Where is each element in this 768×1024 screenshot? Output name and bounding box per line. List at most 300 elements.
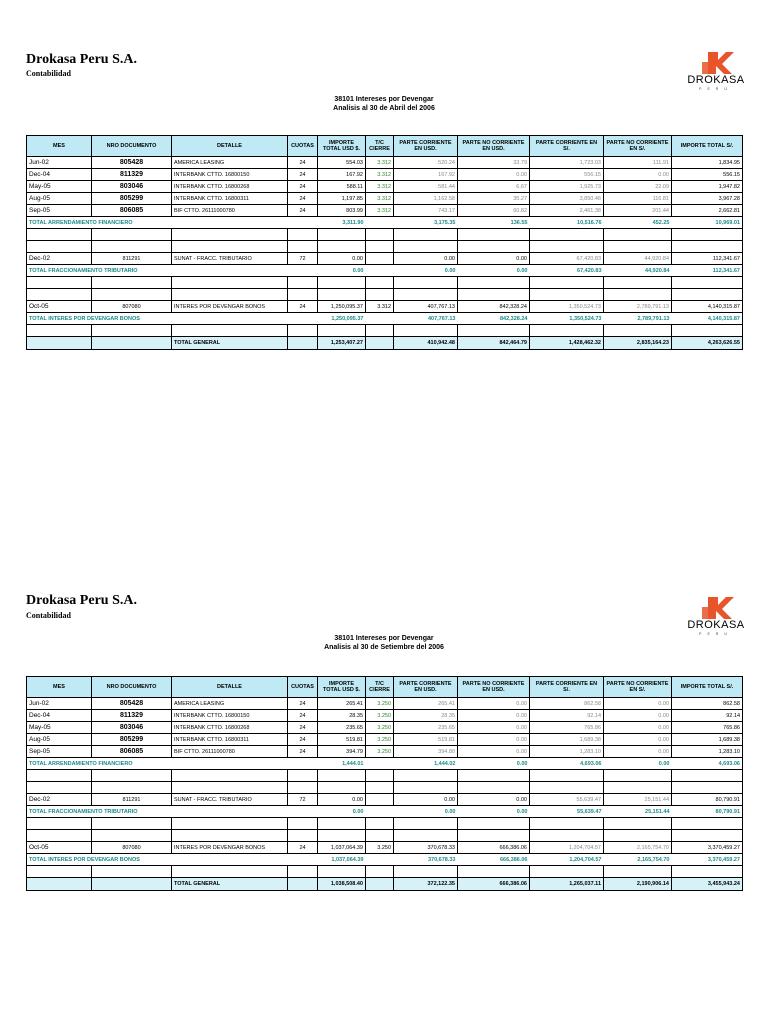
blank-cell [27, 866, 92, 878]
blank-cell [604, 818, 672, 830]
table-cell: 3.312 [366, 301, 394, 313]
table-cell: 520.24 [394, 157, 458, 169]
table-cell: Dec-02 [27, 794, 92, 806]
blank-row [27, 770, 743, 782]
report-title: 38101 Intereses por Devengar [334, 635, 434, 642]
blank-cell [458, 866, 530, 878]
blank-cell [27, 830, 92, 842]
blank-cell [288, 878, 318, 891]
table-cell: Aug-05 [27, 193, 92, 205]
grand-total-row [27, 878, 743, 891]
table-cell: INTERBANK CTTO. 16800311 [172, 734, 288, 746]
table-row [27, 746, 743, 758]
subtotal-row [27, 217, 743, 229]
grand-total-cell: 2,190,906.14 [604, 878, 672, 891]
blank-cell [672, 289, 743, 301]
subtotal-cell: 1,204,704.57 [530, 854, 604, 866]
blank-cell [672, 818, 743, 830]
table-cell: 0.00 [458, 253, 530, 265]
blank-cell [458, 277, 530, 289]
blank-cell [288, 241, 318, 253]
table-cell: 862.58 [530, 698, 604, 710]
blank-cell [672, 325, 743, 337]
table-cell: 6.67 [458, 181, 530, 193]
subtotal-label: TOTAL FRACCIONAMIENTO TRIBUTARIO [27, 265, 318, 277]
table-cell: 24 [288, 746, 318, 758]
table-cell: 235.65 [394, 722, 458, 734]
subtotal-label: TOTAL INTERES POR DEVENGAR BONOS [27, 854, 318, 866]
blank-cell [604, 770, 672, 782]
table-row [27, 722, 743, 734]
blank-cell [92, 241, 172, 253]
table-cell: 0.00 [318, 253, 366, 265]
table-row [27, 193, 743, 205]
subtotal-cell: 1,037,064.39 [318, 854, 366, 866]
subtotal-cell [366, 265, 394, 277]
table-row [27, 842, 743, 854]
table-row [27, 205, 743, 217]
table-cell: 28.35 [318, 710, 366, 722]
table-cell: 24 [288, 722, 318, 734]
blank-cell [672, 830, 743, 842]
interest-table [26, 135, 743, 350]
subtotal-cell: 1,444.01 [318, 758, 366, 770]
table-cell: AMERICA LEASING [172, 157, 288, 169]
logo-brand-text: DROKASA [687, 74, 745, 86]
table-cell: 3.250 [366, 842, 394, 854]
table-cell: 3.250 [366, 698, 394, 710]
blank-cell [172, 866, 288, 878]
department-name: Contabilidad [26, 69, 71, 78]
grand-total-cell: 1,253,407.27 [318, 337, 366, 350]
subtotal-cell: 10,969.01 [672, 217, 743, 229]
table-cell: 0.00 [458, 746, 530, 758]
subtotal-cell: 3,175.35 [394, 217, 458, 229]
blank-cell [288, 770, 318, 782]
blank-cell [672, 241, 743, 253]
blank-cell [288, 289, 318, 301]
table-cell: 28.35 [394, 710, 458, 722]
blank-cell [92, 289, 172, 301]
blank-cell [604, 289, 672, 301]
blank-row [27, 241, 743, 253]
table-cell: 0.00 [318, 794, 366, 806]
table-cell: 3.312 [366, 205, 394, 217]
company-name: Drokasa Peru S.A. [26, 52, 137, 67]
table-row [27, 734, 743, 746]
table-row [27, 169, 743, 181]
table-cell: 811329 [92, 710, 172, 722]
blank-cell [92, 325, 172, 337]
table-cell: 2,662.81 [672, 205, 743, 217]
subtotal-cell: 0.00 [318, 265, 366, 277]
blank-row [27, 229, 743, 241]
table-cell: 805299 [92, 734, 172, 746]
blank-cell [92, 878, 172, 891]
table-cell: 72 [288, 253, 318, 265]
table-cell: Dec-02 [27, 253, 92, 265]
blank-cell [530, 289, 604, 301]
table-cell: 55,639.47 [530, 794, 604, 806]
table-cell: 862.58 [672, 698, 743, 710]
table-cell: Oct-05 [27, 842, 92, 854]
table-cell: 811291 [92, 253, 172, 265]
column-header: T/C CIERRE [366, 677, 394, 698]
blank-cell [394, 782, 458, 794]
table-cell: 112,341.67 [672, 253, 743, 265]
table-cell: 394.79 [318, 746, 366, 758]
report-subtitle: Analisis al 30 de Abril del 2006 [333, 105, 435, 112]
table-cell: 92.14 [672, 710, 743, 722]
grand-total-cell: 2,835,164.23 [604, 337, 672, 350]
blank-cell [27, 289, 92, 301]
table-cell: 201.44 [604, 205, 672, 217]
blank-cell [92, 782, 172, 794]
table-cell: 3,967.28 [672, 193, 743, 205]
table-cell: 803046 [92, 181, 172, 193]
subtotal-cell: 80,790.91 [672, 806, 743, 818]
subtotal-cell: 3,311.90 [318, 217, 366, 229]
blank-cell [394, 818, 458, 830]
table-cell: 581.44 [394, 181, 458, 193]
table-cell: Dec-04 [27, 710, 92, 722]
column-header: MES [27, 136, 92, 157]
subtotal-cell: 4,693.06 [530, 758, 604, 770]
table-cell [366, 253, 394, 265]
subtotal-cell [366, 217, 394, 229]
blank-cell [458, 818, 530, 830]
blank-cell [366, 289, 394, 301]
table-cell: 22.09 [604, 181, 672, 193]
blank-cell [394, 277, 458, 289]
grand-total-label: TOTAL GENERAL [172, 337, 288, 350]
blank-cell [318, 241, 366, 253]
table-cell: 765.86 [530, 722, 604, 734]
company-name: Drokasa Peru S.A. [26, 593, 137, 608]
blank-cell [172, 289, 288, 301]
column-header: MES [27, 677, 92, 698]
subtotal-label: TOTAL FRACCIONAMIENTO TRIBUTARIO [27, 806, 318, 818]
table-cell: 805428 [92, 157, 172, 169]
table-cell: 0.00 [604, 746, 672, 758]
table-cell: 3,370,459.27 [672, 842, 743, 854]
blank-cell [27, 229, 92, 241]
table-cell: 24 [288, 842, 318, 854]
subtotal-cell: 67,420.83 [530, 265, 604, 277]
table-cell: 407,767.13 [394, 301, 458, 313]
subtotal-cell: 0.00 [458, 758, 530, 770]
table-cell: 519.81 [318, 734, 366, 746]
table-cell: 556.15 [530, 169, 604, 181]
subtotal-cell: 370,678.33 [394, 854, 458, 866]
table-cell: 3.250 [366, 710, 394, 722]
table-cell: 1,162.58 [394, 193, 458, 205]
blank-cell [318, 830, 366, 842]
blank-row [27, 830, 743, 842]
drokasa-logo [684, 50, 748, 96]
table-cell: 4,140,315.87 [672, 301, 743, 313]
table-cell: 842,328.24 [458, 301, 530, 313]
blank-cell [318, 229, 366, 241]
grand-total-cell: 410,942.48 [394, 337, 458, 350]
blank-row [27, 289, 743, 301]
blank-cell [27, 241, 92, 253]
subtotal-row [27, 265, 743, 277]
table-cell: BIF CTTO. 26111000780 [172, 205, 288, 217]
table-cell: 554.03 [318, 157, 366, 169]
subtotal-cell: 112,341.67 [672, 265, 743, 277]
table-cell: 25,151.44 [604, 794, 672, 806]
table-cell: 265.41 [318, 698, 366, 710]
table-cell: 1,834.95 [672, 157, 743, 169]
subtotal-cell: 0.00 [318, 806, 366, 818]
table-cell: 0.00 [458, 794, 530, 806]
table-cell: May-05 [27, 181, 92, 193]
table-cell: 811329 [92, 169, 172, 181]
table-cell: 1,197.85 [318, 193, 366, 205]
blank-cell [288, 277, 318, 289]
table-cell: 556.15 [672, 169, 743, 181]
column-header: PARTE NO CORRIENTE EN USD. [458, 677, 530, 698]
table-cell: 806085 [92, 746, 172, 758]
blank-cell [672, 866, 743, 878]
blank-cell [92, 770, 172, 782]
grand-total-cell: 1,265,037.11 [530, 878, 604, 891]
blank-cell [172, 782, 288, 794]
blank-cell [288, 229, 318, 241]
table-cell: 2,165,754.70 [604, 842, 672, 854]
table-cell: 24 [288, 181, 318, 193]
table-cell: 0.00 [458, 710, 530, 722]
blank-cell [394, 241, 458, 253]
blank-cell [604, 229, 672, 241]
blank-cell [672, 782, 743, 794]
subtotal-label: TOTAL ARRENDAMIENTO FINANCIERO [27, 217, 318, 229]
table-cell: 811291 [92, 794, 172, 806]
table-cell: SUNAT - FRACC. TRIBUTARIO [172, 794, 288, 806]
table-cell: Sep-05 [27, 205, 92, 217]
table-cell: 265.41 [394, 698, 458, 710]
table-cell: 1,925.73 [530, 181, 604, 193]
blank-cell [92, 277, 172, 289]
blank-cell [366, 770, 394, 782]
blank-cell [366, 782, 394, 794]
table-cell: 116.81 [604, 193, 672, 205]
table-cell: 24 [288, 698, 318, 710]
table-cell: 235.65 [318, 722, 366, 734]
subtotal-cell: 55,639.47 [530, 806, 604, 818]
table-cell: Jun-02 [27, 698, 92, 710]
table-cell: 805428 [92, 698, 172, 710]
subtotal-cell: 0.00 [394, 265, 458, 277]
blank-cell [530, 866, 604, 878]
subtotal-cell: 666,386.06 [458, 854, 530, 866]
blank-cell [366, 866, 394, 878]
subtotal-row [27, 806, 743, 818]
table-cell: 3.312 [366, 157, 394, 169]
blank-cell [672, 770, 743, 782]
report-subtitle: Analisis al 30 de Setiembre del 2006 [324, 644, 444, 651]
table-cell: 0.00 [458, 734, 530, 746]
table-cell: 370,678.33 [394, 842, 458, 854]
table-cell: AMERICA LEASING [172, 698, 288, 710]
subtotal-cell: 452.25 [604, 217, 672, 229]
table-cell: Oct-05 [27, 301, 92, 313]
table-row [27, 710, 743, 722]
subtotal-cell: 0.00 [604, 758, 672, 770]
table-cell: 1,204,704.57 [530, 842, 604, 854]
blank-cell [318, 289, 366, 301]
subtotal-cell: 136.55 [458, 217, 530, 229]
blank-cell [394, 229, 458, 241]
table-cell: 0.00 [604, 169, 672, 181]
blank-cell [530, 325, 604, 337]
table-cell: INTERBANK CTTO. 16800150 [172, 169, 288, 181]
table-row [27, 253, 743, 265]
grand-total-cell: 3,455,943.24 [672, 878, 743, 891]
table-cell: INTERES POR DEVENGAR BONOS [172, 842, 288, 854]
table-cell: 2,789,791.13 [604, 301, 672, 313]
column-header: PARTE NO CORRIENTE EN S/. [604, 136, 672, 157]
table-cell: May-05 [27, 722, 92, 734]
table-cell [366, 794, 394, 806]
table-cell: Dec-04 [27, 169, 92, 181]
table-row [27, 794, 743, 806]
table-cell: 2,461.38 [530, 205, 604, 217]
table-cell: 80,790.91 [672, 794, 743, 806]
blank-cell [530, 241, 604, 253]
table-cell: 1,283.10 [530, 746, 604, 758]
blank-cell [366, 229, 394, 241]
blank-cell [366, 325, 394, 337]
table-cell: 92.14 [530, 710, 604, 722]
subtotal-label: TOTAL INTERES POR DEVENGAR BONOS [27, 313, 318, 325]
blank-cell [604, 277, 672, 289]
column-header: CUOTAS [288, 136, 318, 157]
table-cell: 33.79 [458, 157, 530, 169]
blank-cell [530, 277, 604, 289]
table-cell: 803046 [92, 722, 172, 734]
blank-cell [458, 830, 530, 842]
grand-total-cell: 372,122.35 [394, 878, 458, 891]
table-cell: 24 [288, 301, 318, 313]
table-cell: 1,723.03 [530, 157, 604, 169]
subtotal-row [27, 758, 743, 770]
table-cell: 60.82 [458, 205, 530, 217]
table-cell: INTERBANK CTTO. 16800268 [172, 722, 288, 734]
subtotal-cell: 1,444.02 [394, 758, 458, 770]
table-cell: Jun-02 [27, 157, 92, 169]
table-cell: 0.00 [394, 794, 458, 806]
blank-cell [366, 241, 394, 253]
blank-cell [318, 818, 366, 830]
blank-cell [394, 289, 458, 301]
department-name: Contabilidad [26, 611, 71, 620]
column-header: IMPORTE TOTAL USD $. [318, 677, 366, 698]
subtotal-cell: 25,151.44 [604, 806, 672, 818]
blank-cell [172, 818, 288, 830]
table-cell: 111.91 [604, 157, 672, 169]
column-header: DETALLE [172, 136, 288, 157]
table-row [27, 157, 743, 169]
subtotal-cell: 842,328.24 [458, 313, 530, 325]
subtotal-cell [366, 854, 394, 866]
table-cell: 24 [288, 193, 318, 205]
subtotal-cell: 1,250,095.37 [318, 313, 366, 325]
blank-cell [604, 782, 672, 794]
blank-cell [288, 337, 318, 350]
table-cell: 765.86 [672, 722, 743, 734]
table-cell: 24 [288, 710, 318, 722]
table-cell: 1,250,095.37 [318, 301, 366, 313]
table-cell: 24 [288, 157, 318, 169]
table-cell: 0.00 [458, 722, 530, 734]
blank-cell [394, 866, 458, 878]
blank-cell [458, 325, 530, 337]
subtotal-cell [366, 313, 394, 325]
table-cell: 24 [288, 169, 318, 181]
subtotal-cell: 1,350,524.73 [530, 313, 604, 325]
subtotal-cell [366, 758, 394, 770]
table-cell: 24 [288, 205, 318, 217]
table-cell: 0.00 [458, 698, 530, 710]
column-header: T/C CIERRE [366, 136, 394, 157]
column-header: PARTE CORRIENTE EN S/. [530, 136, 604, 157]
blank-cell [394, 770, 458, 782]
table-cell: 3.250 [366, 746, 394, 758]
table-cell: 3.312 [366, 193, 394, 205]
blank-cell [92, 866, 172, 878]
blank-cell [27, 325, 92, 337]
table-header-row [27, 136, 743, 157]
grand-total-cell [366, 337, 394, 350]
table-cell: 35.27 [458, 193, 530, 205]
grand-total-cell [366, 878, 394, 891]
subtotal-cell: 2,789,791.13 [604, 313, 672, 325]
blank-cell [172, 830, 288, 842]
table-cell: 3.250 [366, 722, 394, 734]
table-cell: 44,920.84 [604, 253, 672, 265]
logo-sub-text: PERU [699, 632, 733, 636]
blank-cell [366, 818, 394, 830]
blank-cell [672, 277, 743, 289]
table-cell: 807080 [92, 842, 172, 854]
table-cell: 0.00 [604, 698, 672, 710]
report-title: 38101 Intereses por Devengar [334, 96, 434, 103]
blank-cell [27, 878, 92, 891]
blank-row [27, 782, 743, 794]
blank-cell [318, 782, 366, 794]
grand-total-cell: 1,038,508.40 [318, 878, 366, 891]
blank-cell [604, 325, 672, 337]
blank-cell [318, 866, 366, 878]
grand-total-cell: 1,428,462.32 [530, 337, 604, 350]
column-header: IMPORTE TOTAL USD $. [318, 136, 366, 157]
blank-cell [458, 770, 530, 782]
column-header: PARTE CORRIENTE EN S/. [530, 677, 604, 698]
table-cell: 167.92 [394, 169, 458, 181]
table-cell: 0.00 [604, 722, 672, 734]
blank-cell [288, 325, 318, 337]
table-cell: 805299 [92, 193, 172, 205]
subtotal-cell: 0.00 [458, 265, 530, 277]
table-cell: 3,850.46 [530, 193, 604, 205]
blank-cell [92, 818, 172, 830]
table-cell: 3.250 [366, 734, 394, 746]
blank-cell [458, 241, 530, 253]
table-header-row [27, 677, 743, 698]
table-cell: BIF CTTO. 26111000780 [172, 746, 288, 758]
